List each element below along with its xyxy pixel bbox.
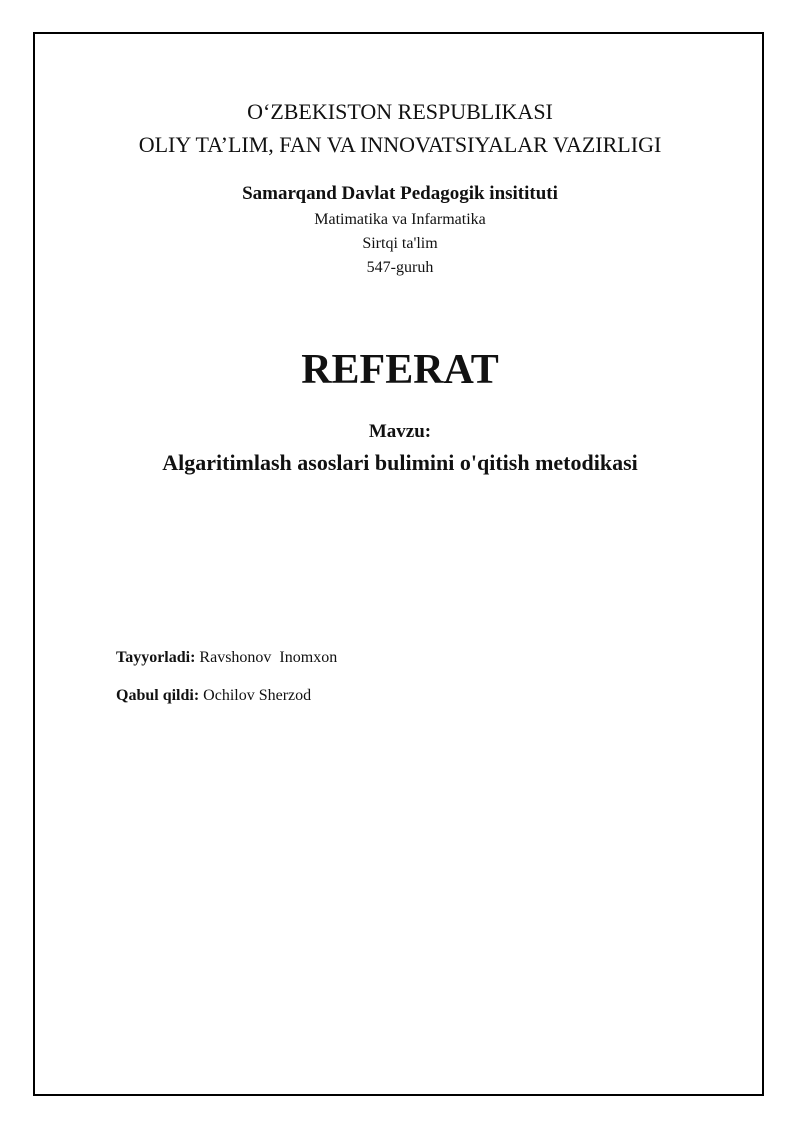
topic-label: Mavzu: — [368, 421, 432, 442]
prepared-by-label: Tayyorladi: — [116, 649, 196, 666]
prepared-by-name: Ravshonov Inomxon — [195, 649, 338, 666]
accepted-by-name: Ochilov Sherzod — [199, 687, 312, 704]
document-type-title: REFERAT — [301, 347, 499, 393]
country-heading: O‘ZBEKISTON RESPUBLIKASI — [247, 99, 553, 124]
study-form: Sirtqi ta'lim — [362, 235, 438, 252]
group-number: 547-guruh — [366, 259, 434, 276]
faculty-name: Matimatika va Infarmatika — [314, 211, 486, 228]
accepted-by-line — [116, 686, 311, 706]
ministry-heading: OLIY TA’LIM, FAN VA INNOVATSIYALAR VAZIRLIGI — [138, 132, 662, 157]
institute-name: Samarqand Davlat Pedagogik insitituti — [242, 183, 558, 204]
prepared-by-line — [116, 648, 337, 668]
topic-title: Algaritimlash asoslari bulimini o'qitish metodikasi — [162, 450, 638, 475]
accepted-by-label: Qabul qildi: — [116, 687, 200, 704]
